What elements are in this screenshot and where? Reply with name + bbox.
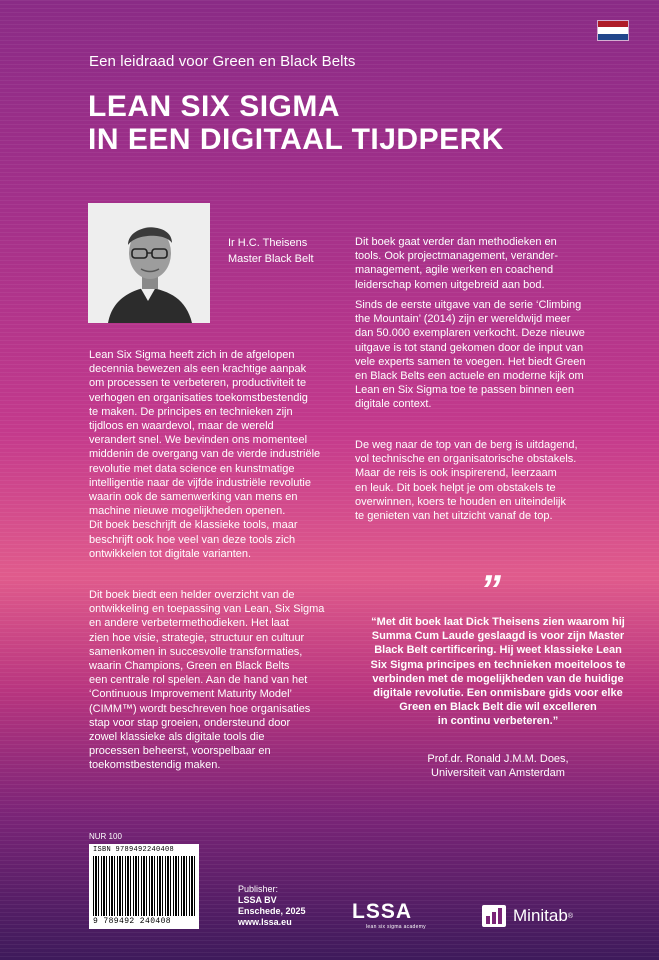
barcode-digits: 9 789492 240408 — [93, 917, 172, 926]
text-line: digitale context. — [355, 398, 432, 411]
text-line: te maken. De principes en technieken zijn — [89, 405, 293, 418]
text-line: processen beheerst, voorspelbaar en — [89, 745, 271, 758]
text-line: Lean en Six Sigma toe te passen binnen een — [355, 384, 574, 397]
quote-author-affiliation: Universiteit van Amsterdam — [431, 767, 565, 779]
text-line: en andere verbetermethodieken. Het laat — [89, 617, 289, 630]
journey-paragraph — [355, 438, 600, 523]
book-title — [88, 90, 608, 156]
text-line: Dit boek gaat verder dan methodieken en — [355, 236, 557, 248]
text-line: en Black Belts een actuele en moderne kijk om — [355, 370, 584, 383]
title-line-1: LEAN SIX SIGMA — [88, 90, 341, 123]
text-line: uitgave is tot stand gekomen door de input van — [355, 341, 584, 354]
publisher-info — [238, 884, 306, 928]
quote-attribution — [370, 752, 626, 780]
text-line: Sinds de eerste uitgave van de serie ‘Climbing — [355, 299, 582, 311]
quote-line: Black Belt certificering. Hij weet klassieke Lean — [374, 644, 622, 657]
author-role: Master Black Belt — [228, 253, 314, 265]
minitab-registered-mark: ® — [567, 912, 573, 920]
text-line: tijdloos en waardevol, maar de wereld — [89, 420, 274, 433]
text-line: De weg naar de top van de berg is uitdagend, — [355, 439, 578, 451]
text-line: (CIMM™) wordt beschreven hoe organisaties — [89, 702, 311, 715]
text-line: toekomstbestendig maken. — [89, 759, 221, 772]
lssa-tagline: lean six sigma academy — [366, 924, 426, 930]
book-subtitle: Een leidraad voor Green en Black Belts — [89, 53, 356, 70]
publisher-website: www.lssa.eu — [238, 917, 292, 927]
series-paragraph — [355, 298, 600, 412]
quote-author-name: Prof.dr. Ronald J.M.M. Does, — [427, 753, 569, 765]
text-line: vele experts samen te voegen. Het biedt Green — [355, 355, 586, 368]
publisher-label: Publisher: — [238, 884, 279, 894]
text-line: stap voor stap groeien, ondersteund door — [89, 716, 291, 729]
nur-code: NUR 100 — [89, 832, 122, 841]
text-line: te genieten van het uitzicht vanaf de top. — [355, 510, 553, 523]
text-line: overwinnen, koers te houden en uiteindelijk — [355, 495, 566, 508]
quote-mark-icon: ” — [480, 566, 501, 613]
publisher-place: Enschede, 2025 — [238, 906, 306, 916]
barcode-bars-icon — [93, 856, 195, 916]
overview-paragraph — [89, 588, 344, 773]
text-line: the Mountain’ (2014) zijn er wereldwijd meer — [355, 313, 571, 326]
lssa-logo-text: LSSA — [352, 900, 413, 923]
text-line: decennia bewezen als een krachtige aanpak — [89, 363, 307, 376]
text-line: leiderschap komen uitgebreid aan bod. — [355, 278, 545, 291]
quote-line: Green en Black Belt die wil excelleren — [399, 701, 597, 714]
quote-line: verbinden met de mogelijkheden van de huidige — [372, 672, 624, 685]
text-line: tools. Ook projectmanagement, verander- — [355, 250, 558, 263]
author-photo — [88, 203, 210, 323]
text-line: ‘Continuous Improvement Maturity Model’ — [89, 688, 292, 701]
text-line: Lean Six Sigma heeft zich in de afgelopen — [89, 349, 295, 361]
text-line: om processen te verbeteren, productiviteit te — [89, 377, 307, 390]
intro-paragraph — [89, 348, 344, 561]
quote-line: in continu verbeteren.” — [437, 715, 559, 728]
text-line: zien hoe visie, strategie, structuur en cultuur — [89, 631, 305, 644]
text-line: waarin Champions, Green en Black Belts — [89, 660, 290, 673]
text-line: dan 50.000 exemplaren verkocht. Deze nieuwe — [355, 327, 585, 340]
author-name: Ir H.C. Theisens — [228, 237, 308, 249]
publisher-name: LSSA BV — [238, 895, 277, 905]
text-line: een centrale rol spelen. Aan de hand van het — [89, 674, 308, 687]
scope-paragraph — [355, 235, 600, 292]
text-line: beschrijft ook hoe veel van deze tools zich — [89, 533, 296, 546]
dutch-flag-icon — [597, 20, 629, 41]
text-line: intelligentie naar de vijfde industriële revolutie — [89, 476, 311, 489]
text-line: waarin ook de samenwerking van mens en — [89, 491, 298, 504]
minitab-logo-text: Minitab — [513, 906, 568, 925]
text-line: machine nieuwe mogelijkheden openen. — [89, 505, 286, 518]
isbn-barcode — [89, 844, 199, 929]
text-line: verhogen en organisaties toekomstbestendig — [89, 391, 308, 404]
author-info — [228, 235, 314, 267]
text-line: ontwikkeling en toepassing van Lean, Six Sigma — [89, 603, 325, 616]
text-line: Maar de reis is ook inspirerend, leerzaam — [355, 467, 557, 480]
text-line: Dit boek biedt een helder overzicht van de — [89, 589, 295, 601]
text-line: zowel klassieke als digitale tools die — [89, 731, 265, 744]
text-line: middenin de overgang van de vierde industriële — [89, 448, 321, 461]
author-portrait-icon — [88, 203, 210, 323]
text-line: ontwikkelen tot digitale varianten. — [89, 547, 252, 560]
text-line: samenkomen in succesvolle transformaties, — [89, 645, 303, 658]
text-line: Dit boek beschrijft de klassieke tools, maar — [89, 519, 298, 532]
quote-line: Six Sigma principes en technieken moeiteloos te — [370, 658, 626, 671]
lssa-logo — [352, 902, 444, 930]
endorsement-quote — [370, 615, 626, 729]
title-line-2: IN EEN DIGITAAL TIJDPERK — [88, 123, 504, 156]
quote-line: “Met dit boek laat Dick Theisens zien waarom hij — [371, 616, 625, 628]
quote-line: digitale revolutie. Een onmisbare gids voor elke — [373, 687, 623, 700]
minitab-logo — [482, 905, 573, 927]
text-line: management, agile werken en coachend — [355, 264, 554, 277]
minitab-mark-icon — [482, 905, 506, 927]
text-line: verandert snel. We bevinden ons momenteel — [89, 434, 308, 447]
text-line: en leuk. Dit boek helpt je om obstakels te — [355, 481, 556, 494]
text-line: vol technische en organisatorische obstakels. — [355, 453, 577, 466]
quote-line: Summa Cum Laude geslaagd is voor zijn Master — [371, 630, 625, 643]
isbn-text: ISBN 9789492240408 — [93, 846, 175, 854]
text-line: revolutie met data science en kunstmatige — [89, 462, 295, 475]
flag-stripe-blue — [598, 34, 628, 40]
